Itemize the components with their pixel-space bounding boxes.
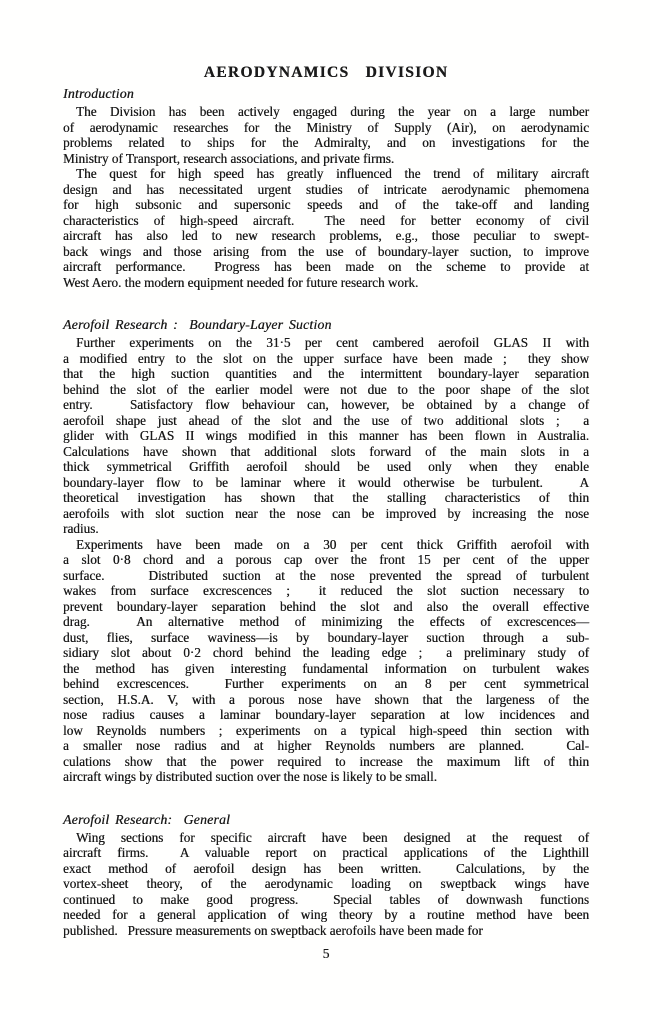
text-line: back wings and those arising from the use of boundary-layer suction, to improve bbox=[63, 243, 589, 259]
text-line: aircraft has also led to new research problems, e.g., those peculiar to swept- bbox=[63, 228, 589, 243]
text-line: radius. bbox=[63, 521, 99, 536]
text-line: Wing sections for specific aircraft have been designed at the request of bbox=[76, 829, 589, 845]
text-line: behind the slot of the earlier model were not due to the poor shape of the slot bbox=[63, 381, 589, 397]
text-line: prevent boundary-layer separation behind the slot and also the overall effective bbox=[63, 598, 589, 614]
text-line: aerofoils with slot suction near the nose can be improved by increasing the nose bbox=[63, 505, 589, 521]
text-line: aerofoil shape just ahead of the slot and the use of two additional slots ; a bbox=[63, 412, 589, 428]
section-heading: Aerofoil Research : Boundary-Layer Suction bbox=[63, 317, 332, 332]
paragraph bbox=[63, 335, 589, 537]
text-line: theoretical investigation has shown that the stalling characteristics of thin bbox=[63, 490, 589, 505]
text-line: nose radius causes a laminar boundary-layer separation at low incidences and bbox=[63, 707, 589, 722]
text-line: aircraft firms. A valuable report on practical applications of the Lighthill bbox=[63, 845, 589, 860]
page-number: 5 bbox=[322, 946, 330, 961]
document-body bbox=[63, 86, 589, 938]
paragraph bbox=[63, 830, 589, 939]
section-heading: Aerofoil Research: General bbox=[63, 811, 231, 827]
text-line: aircraft performance. Progress has been made on the scheme to provide at bbox=[63, 259, 589, 274]
text-line: the method has given interesting fundamental information on turbulent wakes bbox=[63, 660, 589, 676]
text-line: West Aero. the modern equipment needed for future research work. bbox=[63, 274, 419, 290]
text-line: sidiary slot about 0·2 chord behind the leading edge ; a preliminary study of bbox=[63, 645, 589, 660]
paragraph bbox=[63, 537, 589, 785]
text-line: Further experiments on the 31·5 per cent cambered aerofoil GLAS II with bbox=[76, 335, 589, 350]
document-section bbox=[63, 317, 589, 785]
text-line: vortex-sheet theory, of the aerodynamic loading on sweptback wings have bbox=[63, 876, 589, 891]
text-line: surface. Distributed suction at the nose prevented the spread of turbulent bbox=[63, 567, 589, 583]
text-line: published. Pressure measurements on sweptback aerofoils have been made for bbox=[63, 922, 483, 938]
text-line: drag. An alternative method of minimizing the effects of excrescences— bbox=[63, 614, 589, 629]
document-section bbox=[63, 86, 589, 290]
text-line: section, H.S.A. V, with a porous nose have shown that the largeness of the bbox=[63, 691, 589, 707]
text-line: entry. Satisfactory flow behaviour can, however, be obtained by a change of bbox=[63, 397, 589, 412]
text-line: design and has necessitated urgent studies of intricate aerodynamic phemomena bbox=[63, 181, 589, 197]
text-line: glider with GLAS II wings modified in this manner has been flown in Australia. bbox=[63, 428, 589, 443]
text-line: exact method of aerofoil design has been written. Calculations, by the bbox=[63, 860, 589, 876]
text-line: Experiments have been made on a 30 per cent thick Griffith aerofoil with bbox=[76, 536, 589, 552]
document-section bbox=[63, 812, 589, 939]
text-line: aircraft wings by distributed suction over the nose is likely to be small. bbox=[63, 769, 437, 784]
text-line: Ministry of Transport, research associations, and private firms. bbox=[63, 150, 395, 166]
text-line: culations show that the power required to increase the maximum lift of thin bbox=[63, 753, 589, 769]
text-line: a smaller nose radius and at higher Reynolds numbers are planned. Cal- bbox=[63, 738, 589, 753]
text-line: needed for a general application of wing theory by a routine method have been bbox=[63, 907, 589, 922]
text-line: Calculations have shown that additional slots forward of the main slots in a bbox=[63, 443, 589, 459]
text-line: a slot 0·8 chord and a porous cap over the front 15 per cent of the upper bbox=[63, 552, 589, 567]
text-line: The quest for high speed has greatly influenced the trend of military aircraft bbox=[76, 166, 589, 181]
text-line: of aerodynamic researches for the Ministry of Supply (Air), on aerodynamic bbox=[63, 119, 589, 135]
page-title: AERODYNAMICS DIVISION bbox=[203, 64, 449, 81]
text-line: that the high suction quantities and the intermittent boundary-layer separation bbox=[63, 366, 589, 381]
text-line: continued to make good progress. Special tables of downwash functions bbox=[63, 891, 589, 907]
text-line: a modified entry to the slot on the upper surface have been made ; they show bbox=[63, 350, 589, 366]
section-heading: Introduction bbox=[63, 86, 134, 101]
text-line: low Reynolds numbers ; experiments on a typical high-speed thin section with bbox=[63, 722, 589, 738]
text-line: behind excrescences. Further experiments on an 8 per cent symmetrical bbox=[63, 676, 589, 691]
text-line: boundary-layer flow to be laminar where it would otherwise be turbulent. A bbox=[63, 474, 589, 490]
text-line: The Division has been actively engaged during the year on a large number bbox=[76, 104, 589, 119]
text-line: for high subsonic and supersonic speeds and of the take-off and landing bbox=[63, 197, 589, 212]
paragraph bbox=[63, 166, 589, 290]
paragraph bbox=[63, 104, 589, 166]
text-line: wakes from surface excrescences ; it reduced the slot suction necessary to bbox=[63, 583, 589, 598]
text-line: dust, flies, surface waviness—is by boundary-layer suction through a sub- bbox=[63, 629, 589, 645]
text-line: characteristics of high-speed aircraft. The need for better economy of civil bbox=[63, 212, 589, 228]
text-line: problems related to ships for the Admiralty, and on investigations for the bbox=[63, 135, 589, 150]
text-line: thick symmetrical Griffith aerofoil should be used only when they enable bbox=[63, 459, 589, 474]
